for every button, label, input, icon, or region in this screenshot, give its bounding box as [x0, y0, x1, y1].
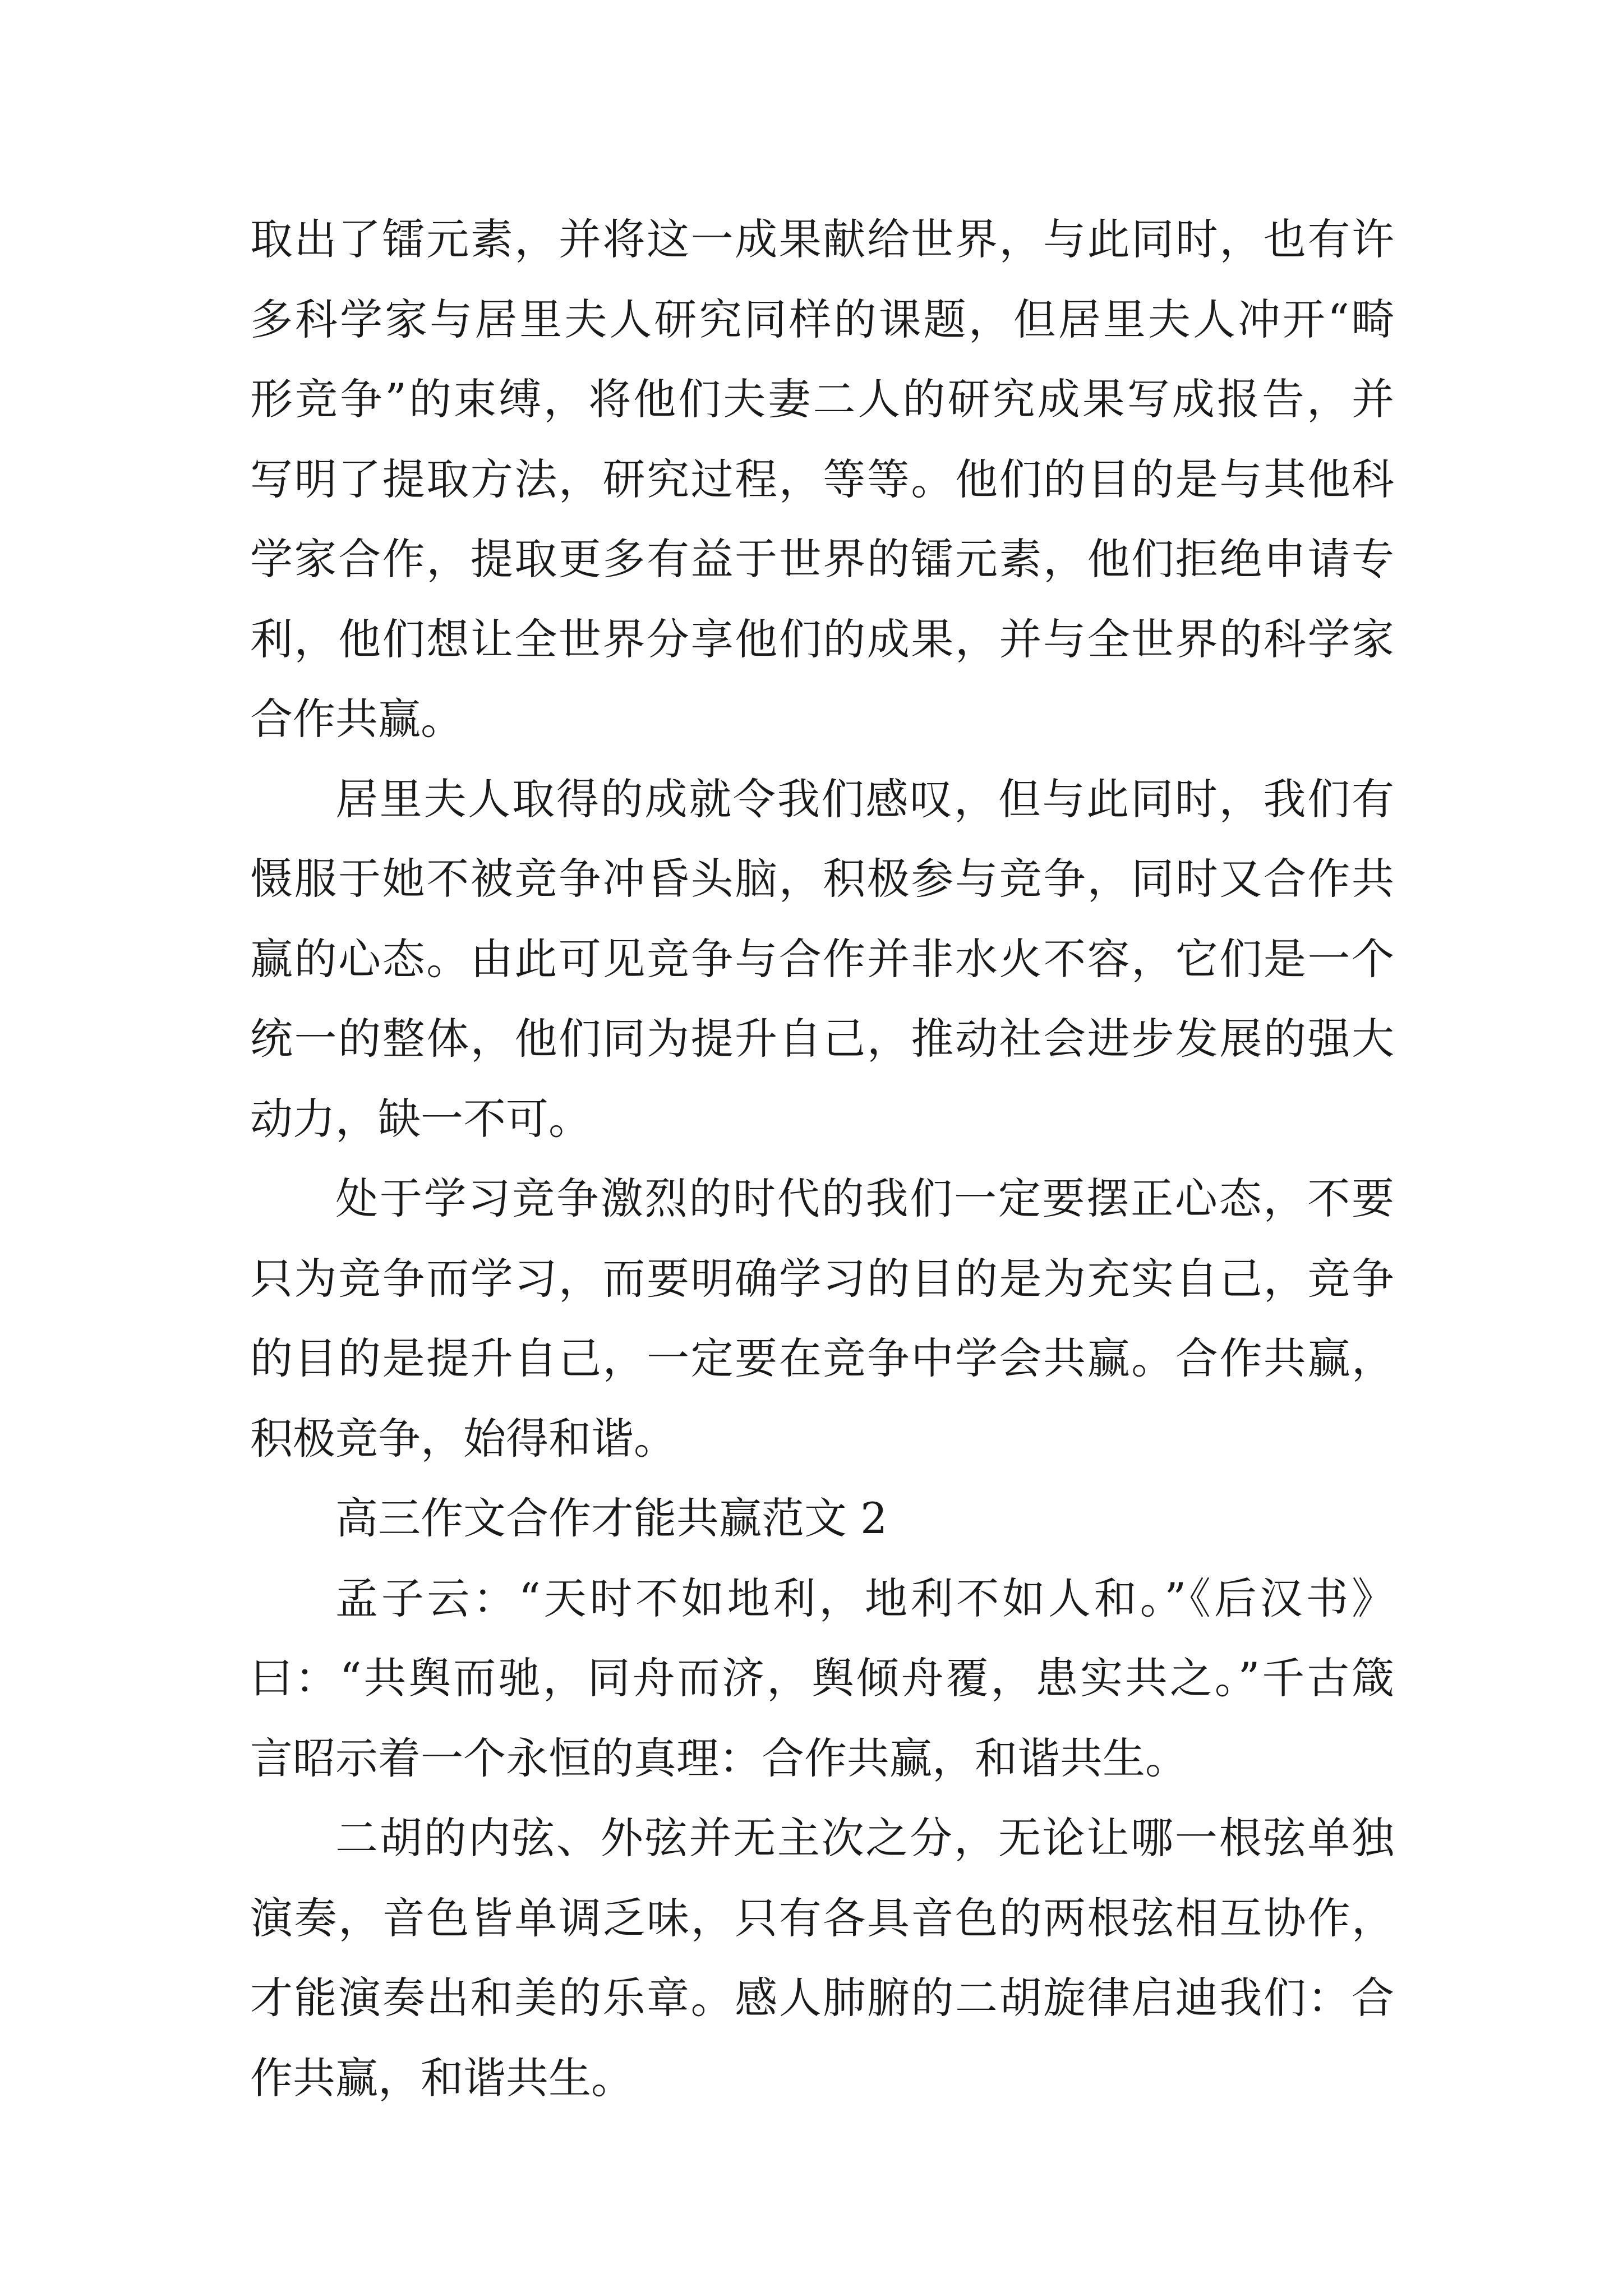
text-line: 慑服于她不被竞争冲昏头脑，积极参与竞争，同时又合作共	[250, 854, 1394, 904]
text-line: 的目的是提升自己，一定要在竞争中学会共赢。合作共赢，	[250, 1333, 1394, 1383]
text-line: 赢的心态。由此可见竞争与合作并非水火不容，它们是一个	[250, 933, 1394, 984]
text-line: 动力，缺一不可。	[250, 1093, 591, 1144]
text-line: 处于学习竞争激烈的时代的我们一定要摆正心态，不要	[335, 1174, 1394, 1223]
text-line: 取出了镭元素，并将这一成果献给世界，与此同时，也有许	[250, 214, 1394, 264]
text-line: 写明了提取方法，研究过程，等等。他们的目的是与其他科	[250, 454, 1394, 504]
text-line: 言昭示着一个永恒的真理：合作共赢，和谐共生。	[250, 1733, 1188, 1783]
text-line: 积极竞争，始得和谐。	[250, 1413, 676, 1464]
text-line: 学家合作，提取更多有益于世界的镭元素，他们拒绝申请专	[250, 534, 1394, 584]
text-line: 二胡的内弦、外弦并无主次之分，无论让哪一根弦单独	[335, 1813, 1394, 1863]
text-line: 曰：“共舆而驰，同舟而济，舆倾舟覆，患实共之。”千古箴	[250, 1653, 1394, 1703]
text-line: 才能演奏出和美的乐章。感人肺腑的二胡旋律启迪我们：合	[250, 1973, 1394, 2023]
text-line: 居里夫人取得的成就令我们感叹，但与此同时，我们有	[335, 774, 1394, 824]
text-line: 统一的整体，他们同为提升自己，推动社会进步发展的强大	[250, 1014, 1394, 1064]
text-line: 合作共赢。	[250, 694, 463, 744]
text-line: 孟子云：“天时不如地利，地利不如人和。”《后汉书》	[335, 1573, 1394, 1623]
text-line: 多科学家与居里夫人研究同样的课题，但居里夫人冲开“畸	[250, 294, 1394, 344]
text-line: 只为竞争而学习，而要明确学习的目的是为充实自己，竞争	[250, 1253, 1394, 1304]
text-line: 利，他们想让全世界分享他们的成果，并与全世界的科学家	[250, 614, 1394, 664]
text-line: 作共赢，和谐共生。	[250, 2053, 634, 2103]
essay-body	[250, 200, 1394, 2118]
text-line: 形竞争”的束缚，将他们夫妻二人的研究成果写成报告，并	[250, 374, 1394, 424]
text-line: 演奏，音色皆单调乏味，只有各具音色的两根弦相互协作，	[250, 1893, 1394, 1943]
section-heading: 高三作文合作才能共赢范文 2	[335, 1493, 888, 1543]
